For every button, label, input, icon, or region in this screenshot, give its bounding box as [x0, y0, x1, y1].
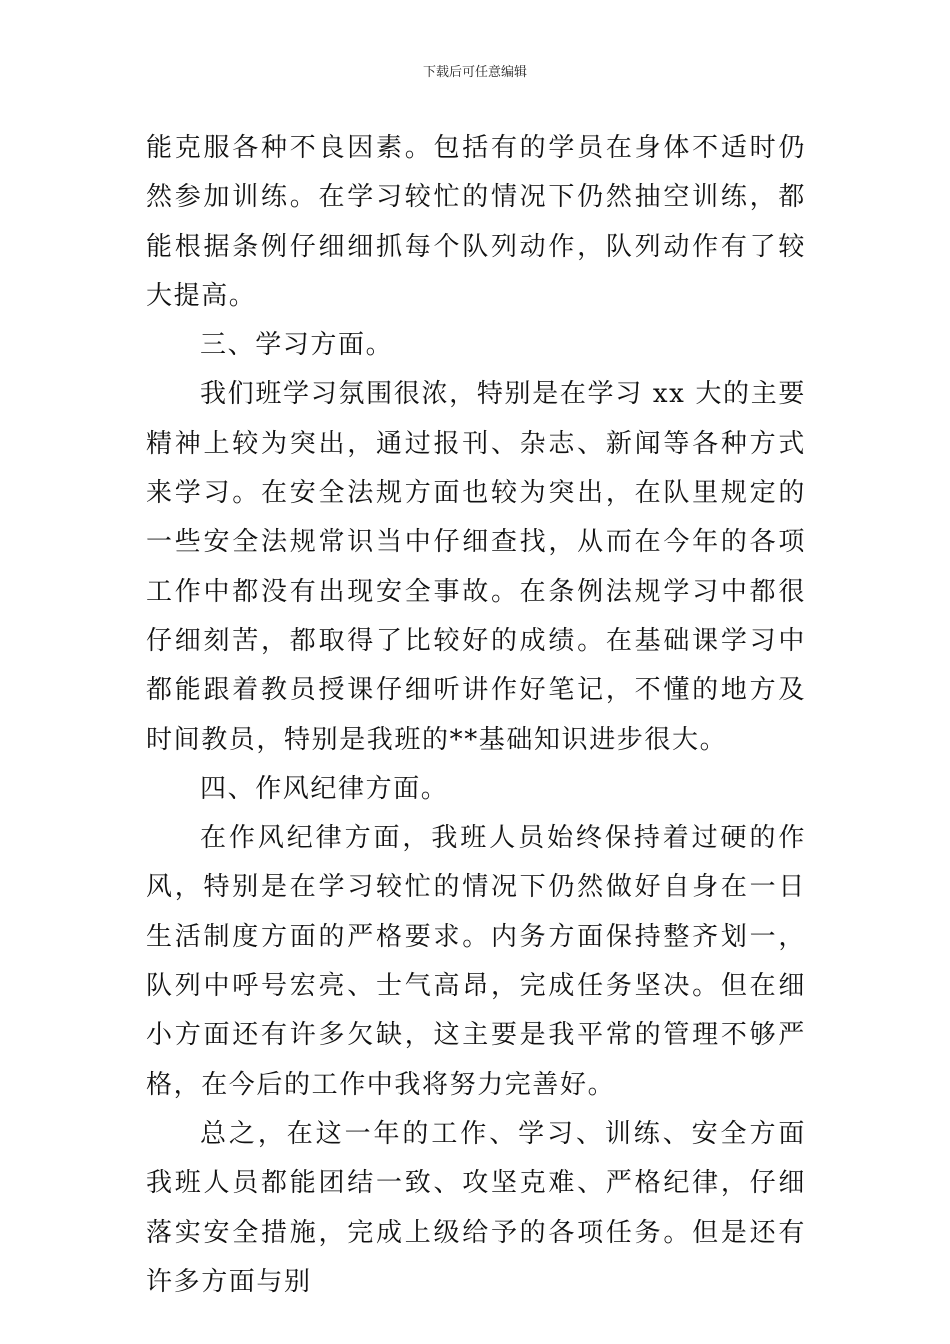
section-heading-study: 三、学习方面。: [200, 330, 394, 361]
section-heading-discipline: 四、作风纪律方面。: [200, 773, 449, 804]
paragraph-discipline: 在作风纪律方面，我班人员始终保持着过硬的作风，特别是在学习较忙的情况下仍然做好自身在一日生活制度方面的严格要求。内务方面保持整齐划一，队列中呼号宏亮、士气高昂，完成任务坚决。但在细小方面还有许多欠缺，这主要是我平常的管理不够严格，在今后的工作中我将努力完善好。: [146, 823, 806, 1100]
paragraph-study: 我们班学习氛围很浓，特别是在学习 xx 大的主要精神上较为突出，通过报刊、杂志、新闻等各种方式来学习。在安全法规方面也较为突出，在队里规定的一些安全法规常识当中仔细查找，从而在今年的各项工作中都没有出现安全事故。在条例法规学习中都很仔细刻苦，都取得了比较好的成绩。在基础课学习中都能跟着教员授课仔细听讲作好笔记，不懂的地方及时间教员，特别是我班的**基础知识进步很大。: [146, 379, 806, 755]
paragraph-1: 能克服各种不良因素。包括有的学员在身体不适时仍然参加训练。在学习较忙的情况下仍然抽空训练，都能根据条例仔细细抓每个队列动作，队列动作有了较大提高。: [146, 133, 806, 311]
paragraph-summary: 总之，在这一年的工作、学习、训练、安全方面我班人员都能团结一致、攻坚克难、严格纪律，仔细落实安全措施，完成上级给予的各项任务。但是还有许多方面与别: [146, 1118, 806, 1297]
document-body: [146, 124, 806, 1307]
page-header-note: 下载后可任意编辑: [422, 65, 527, 80]
